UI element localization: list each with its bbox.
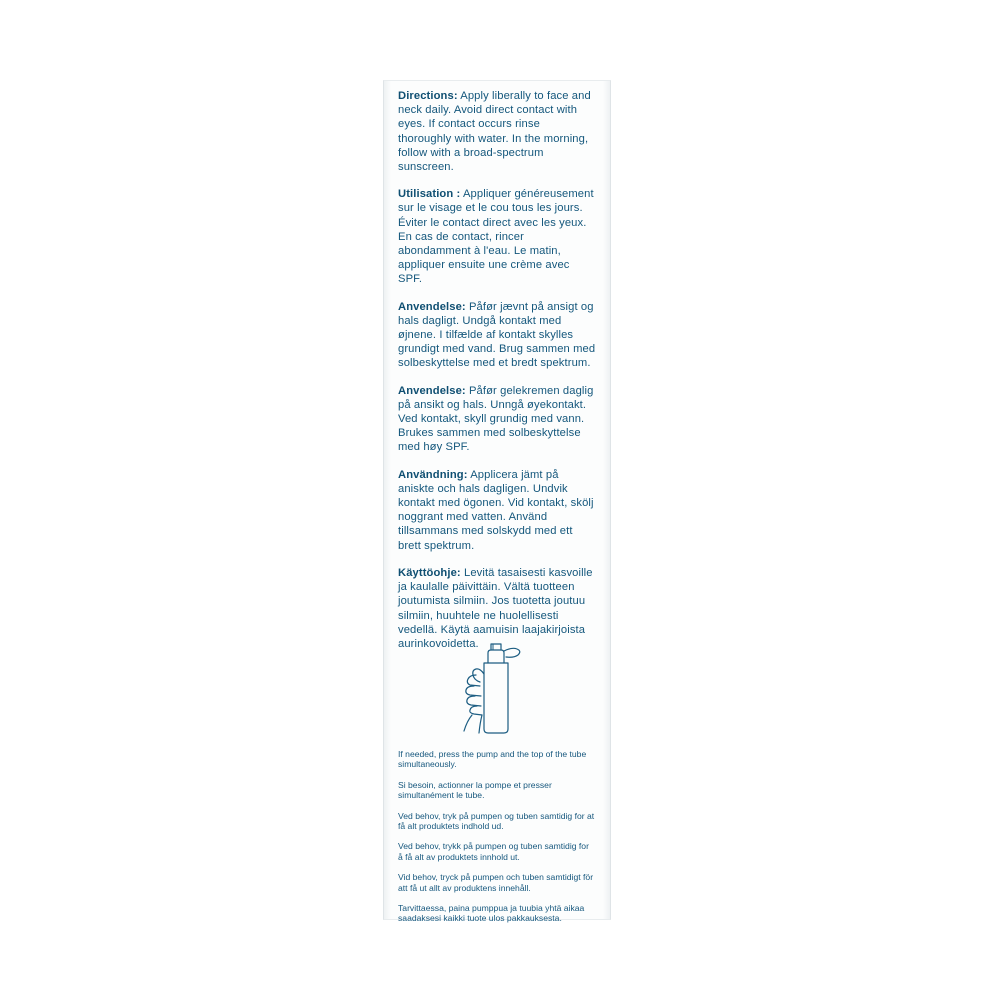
directions-fr bbox=[398, 187, 596, 286]
footnote-fr: Si besoin, actionner la pompe et presser simultanément le tube. bbox=[398, 779, 552, 801]
directions-en bbox=[398, 89, 596, 174]
footnote-da: Ved behov, tryk på pumpen og tuben samtidig for at få alt produktets indhold ud. bbox=[398, 810, 595, 832]
directions-text-no: Påfør gelekremen daglig på ansikt og hals. Unngå øyekontakt. Ved kontakt, skyll grundig med vann. Brukes sammen med solbeskyttelse med høy SPF. bbox=[398, 384, 594, 454]
directions-text-en: Apply liberally to face and neck daily. Avoid direct contact with eyes. If contact occurs rinse thoroughly with water. In the morning, follow with a broad-spectrum sunscreen. bbox=[398, 90, 591, 174]
directions-fi bbox=[398, 566, 596, 651]
directions-da bbox=[398, 300, 596, 371]
directions-text-fr: Appliquer généreusement sur le visage et le cou tous les jours. Éviter le contact direct avec les yeux. En cas de contact, rincer abondamment à l'eau. Le matin, appliquer ensuite une crème avec SPF. bbox=[398, 188, 594, 286]
footnote-no: Ved behov, trykk på pumpen og tuben samtidig for å få alt av produktets innhold ut. bbox=[398, 841, 589, 862]
hand-pressing-tube-pump-icon bbox=[454, 641, 540, 737]
illustration-area bbox=[384, 641, 610, 737]
directions-sv bbox=[398, 468, 596, 553]
directions-label-no: Anvendelse: bbox=[398, 384, 466, 397]
carton-side-panel bbox=[383, 80, 611, 924]
directions-label-da: Anvendelse: bbox=[398, 300, 466, 313]
footnote-fi: Tarvittaessa, paina pumppua ja tuubia yhtä aikaa saadaksesi kaikki tuote ulos pakkauksesta. bbox=[398, 903, 585, 924]
directions-text-sv: Applicera jämt på aniskte och hals dagligen. Undvik kontakt med ögonen. Vid kontakt, skölj noggrant med vatten. Använd tillsammans med solskydd med ett brett spektrum. bbox=[398, 468, 594, 552]
directions-label-en: Directions: bbox=[398, 90, 458, 102]
footnotes bbox=[398, 749, 596, 924]
directions-label-sv: Användning: bbox=[398, 468, 468, 481]
directions-no bbox=[398, 384, 596, 455]
directions-text-fi: Levitä tasaisesti kasvoille ja kaulalle päivittäin. Vältä tuotteen joutumista silmiin. Jos tuotetta joutuu silmiin, huuhtele ne huolellisesti vedellä. Käytä aamuisin laajakirjoista aurinkovoidetta. bbox=[398, 566, 593, 650]
footnote-sv: Vid behov, tryck på pumpen och tuben samtidigt för att få ut allt av produktens innehåll. bbox=[398, 872, 594, 893]
directions-label-fr: Utilisation : bbox=[398, 188, 461, 201]
directions-text-da: Påfør jævnt på ansigt og hals dagligt. Undgå kontakt med øjnene. I tilfælde af kontakt skylles grundigt med vand. Brug sammen med solbeskyttelse med et bredt spektrum. bbox=[398, 300, 596, 370]
footnote-en: If needed, press the pump and the top of the tube simultaneously. bbox=[398, 749, 587, 770]
directions-label-fi: Käyttöohje: bbox=[398, 566, 461, 579]
